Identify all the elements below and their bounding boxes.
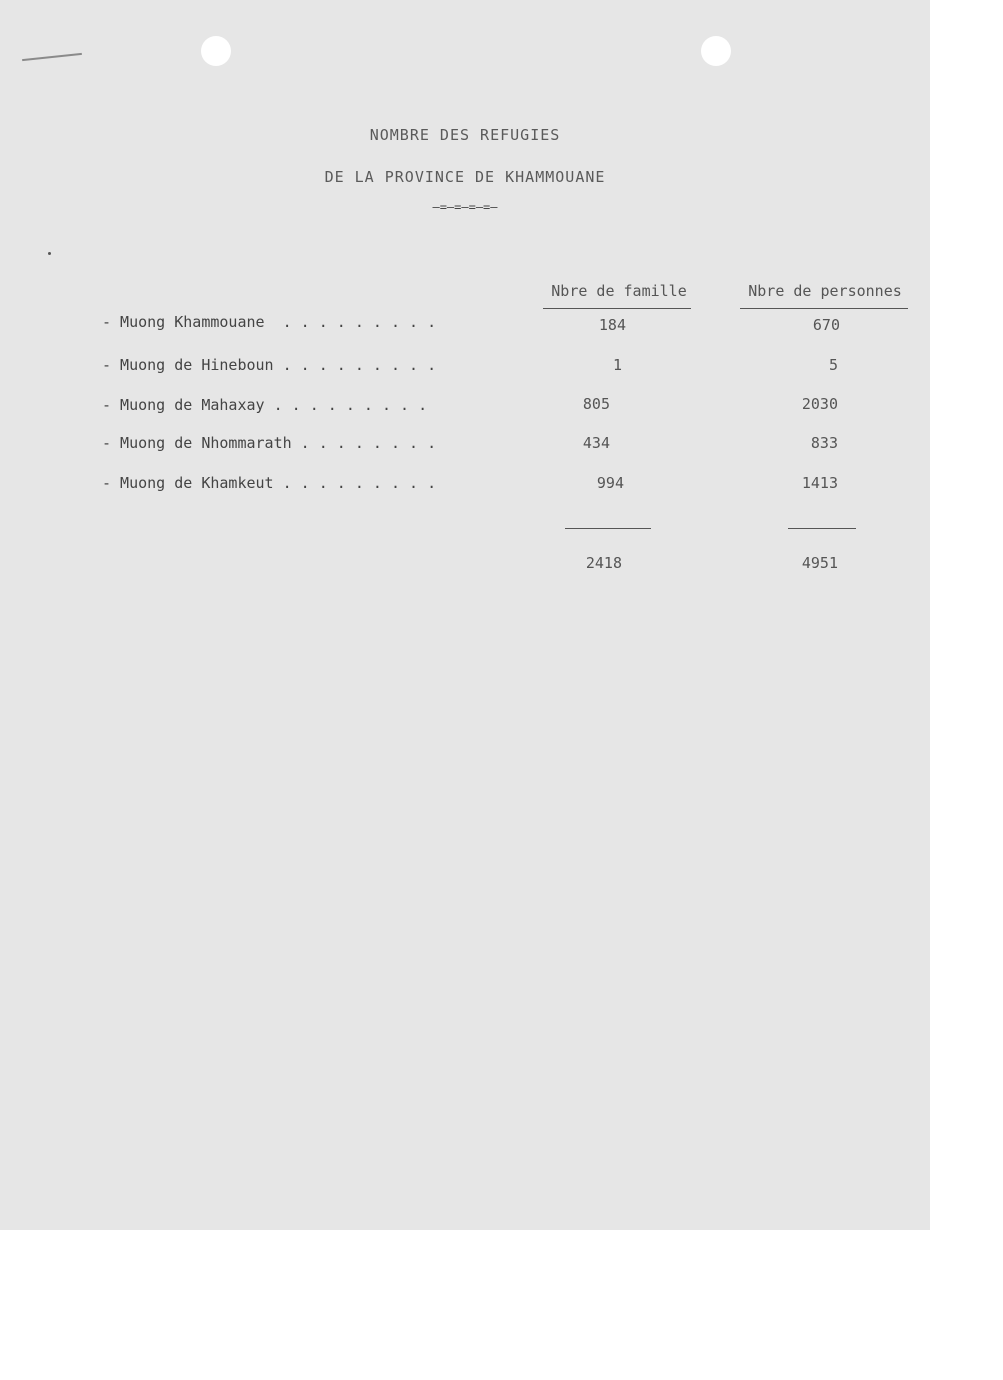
speck — [48, 252, 51, 255]
column-header-personnes: Nbre de personnes — [748, 282, 902, 300]
column-header-familles: Nbre de famille — [551, 282, 687, 300]
column-header-underline-personnes — [740, 308, 908, 309]
total-familles: 2418 — [585, 554, 622, 572]
total-rule-personnes — [788, 528, 856, 529]
punch-hole-right — [701, 36, 731, 66]
document-subtitle: DE LA PROVINCE DE KHAMMOUANE — [324, 168, 606, 186]
table-cell-familles: 434 — [582, 434, 610, 452]
table-cell-personnes: 1413 — [801, 474, 838, 492]
table-row-label: - Muong de Hineboun . . . . . . . . . — [102, 356, 437, 374]
table-row-label: - Muong Khammouane . . . . . . . . . — [102, 313, 437, 331]
total-rule-familles — [565, 528, 651, 529]
title-decoration: —=—=—=—=— — [432, 200, 498, 214]
table-row-label: - Muong de Khamkeut . . . . . . . . . — [102, 474, 437, 492]
punch-hole-left — [201, 36, 231, 66]
column-header-underline-familles — [543, 308, 691, 309]
table-row-label: - Muong de Nhommarath . . . . . . . . — [102, 434, 437, 452]
table-cell-familles: 1 — [612, 356, 622, 374]
table-cell-personnes: 2030 — [801, 395, 838, 413]
table-cell-personnes: 670 — [812, 316, 840, 334]
table-cell-personnes: 5 — [828, 356, 838, 374]
document-title: NOMBRE DES REFUGIES — [369, 126, 561, 144]
table-cell-personnes: 833 — [810, 434, 838, 452]
table-cell-familles: 184 — [598, 316, 626, 334]
table-row-label: - Muong de Mahaxay . . . . . . . . . — [102, 396, 428, 414]
total-personnes: 4951 — [801, 554, 838, 572]
table-cell-familles: 994 — [596, 474, 624, 492]
table-cell-familles: 805 — [582, 395, 610, 413]
pen-mark — [22, 53, 82, 61]
